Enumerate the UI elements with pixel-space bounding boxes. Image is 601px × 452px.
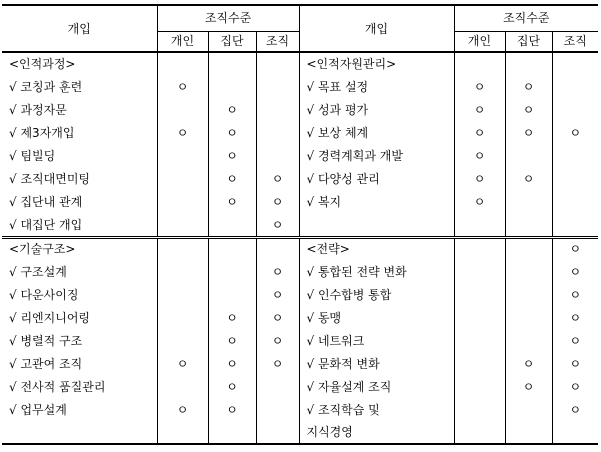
mark-cell-org: ㅇ	[256, 260, 299, 283]
item-label: √ 업무설계	[2, 398, 157, 421]
header-individual-left: 개인	[157, 31, 208, 52]
mark-cell-grp: ㅇ	[505, 75, 552, 98]
mark-cell-org: ㅇ	[256, 283, 299, 306]
mark-cell-grp	[208, 52, 256, 75]
mark-cell-ind: ㅇ	[454, 98, 505, 121]
item-label: √ 다운사이징	[2, 283, 157, 306]
header-org-level-left: 조직수준	[157, 5, 299, 31]
item-label: √ 조직대면미팅	[2, 167, 157, 190]
mark-cell-ind	[157, 260, 208, 283]
mark-cell-ind	[157, 329, 208, 352]
item-label: √ 목표 설정	[299, 75, 454, 98]
mark-cell-grp	[208, 283, 256, 306]
mark-cell-ind	[454, 306, 505, 329]
header-intervention-left: 개입	[2, 5, 157, 52]
mark-cell-ind	[454, 52, 505, 75]
mark-cell-ind	[157, 190, 208, 214]
mark-cell-org: ㅇ	[256, 190, 299, 214]
item-label: √ 통합된 전략 변화	[299, 260, 454, 283]
mark-cell-org: ㅇ	[569, 402, 582, 417]
mark-cell-org: ㅇ	[569, 356, 582, 371]
mark-cell-org	[256, 121, 299, 144]
item-label: √ 코칭과 훈련	[2, 75, 157, 98]
mark-cell-grp: ㅇ	[208, 329, 256, 352]
item-label: √ 제3자개입	[2, 121, 157, 144]
mark-cell-org: ㅇ	[569, 333, 582, 348]
mark-cell-ind	[454, 214, 505, 237]
item-label: √ 경력계획과 개발	[299, 144, 454, 167]
mark-cell-org: ㅇ	[552, 237, 598, 260]
header-org-level-right: 조직수준	[454, 5, 598, 31]
mark-cell-ind	[454, 421, 505, 444]
mark-cell-grp	[505, 190, 552, 214]
header-intervention-right: 개입	[299, 5, 454, 52]
mark-cell-org	[256, 144, 299, 167]
mark-cell-org	[256, 375, 299, 398]
mark-cell-grp: ㅇ	[208, 190, 256, 214]
mark-cell-grp	[505, 214, 552, 237]
mark-cell-grp	[505, 329, 552, 352]
item-label: √ 리엔지니어링	[2, 306, 157, 329]
mark-cell-grp: ㅇ	[208, 352, 256, 375]
section-title: <인적자원관리>	[299, 52, 454, 75]
mark-cell-ind	[454, 375, 505, 398]
item-label: √ 인수합병 통합	[299, 283, 454, 306]
mark-cell-grp: ㅇ	[505, 167, 552, 190]
mark-cell-org	[256, 75, 299, 98]
mark-cell-ind	[157, 167, 208, 190]
item-label: √ 다양성 관리	[299, 167, 454, 190]
header-group-right: 집단	[505, 31, 552, 52]
mark-cell-grp	[505, 237, 552, 260]
mark-cell-ind	[454, 237, 505, 260]
mark-cell-org	[552, 144, 598, 167]
mark-cell-org: ㅇ	[569, 264, 582, 279]
mark-cell-ind: ㅇ	[157, 75, 208, 98]
intervention-level-table	[2, 4, 598, 445]
mark-cell-grp	[505, 283, 552, 306]
mark-cell-ind: ㅇ	[454, 144, 505, 167]
mark-cell-grp	[208, 260, 256, 283]
mark-cell-grp: ㅇ	[208, 306, 256, 329]
mark-cell-org	[552, 214, 598, 237]
mark-cell-org: ㅇ	[256, 214, 299, 237]
mark-cell-org: ㅇ	[256, 352, 299, 375]
mark-cell-grp	[208, 75, 256, 98]
mark-cell-ind	[157, 52, 208, 75]
mark-cell-ind	[454, 398, 505, 421]
item-label: 지식경영	[299, 421, 454, 444]
item-label: √ 성과 평가	[299, 98, 454, 121]
mark-cell-ind	[454, 260, 505, 283]
mark-cell-org: ㅇ	[256, 167, 299, 190]
mark-cell-ind	[157, 421, 208, 444]
mark-cell-grp	[505, 421, 552, 444]
mark-cell-grp: ㅇ	[208, 121, 256, 144]
item-label: √ 문화적 변화	[299, 352, 454, 375]
mark-cell-org: ㅇ	[256, 306, 299, 329]
item-label: √ 네트워크	[299, 329, 454, 352]
mark-cell-ind: ㅇ	[454, 121, 505, 144]
mark-cell-ind	[454, 329, 505, 352]
mark-cell-org: ㅇ	[569, 310, 582, 325]
header-group-left: 집단	[208, 31, 256, 52]
mark-cell-ind: ㅇ	[157, 352, 208, 375]
mark-cell-org: ㅇ	[569, 287, 582, 302]
section-title: <인적과정>	[2, 52, 157, 75]
mark-cell-grp: ㅇ	[208, 98, 256, 121]
mark-cell-grp: ㅇ	[208, 144, 256, 167]
mark-cell-ind: ㅇ	[454, 190, 505, 214]
mark-cell-org	[256, 52, 299, 75]
mark-cell-grp: ㅇ	[505, 98, 552, 121]
mark-cell-ind	[157, 306, 208, 329]
mark-cell-ind	[454, 283, 505, 306]
mark-cell-ind: ㅇ	[454, 75, 505, 98]
mark-cell-ind	[157, 237, 208, 260]
mark-cell-org	[256, 421, 299, 444]
mark-cell-org	[256, 98, 299, 121]
mark-cell-ind	[157, 283, 208, 306]
item-label: √ 병렬적 구조	[2, 329, 157, 352]
item-label: √ 전사적 품질관리	[2, 375, 157, 398]
item-label: √ 고관여 조직	[2, 352, 157, 375]
section-title: <기술구조>	[2, 237, 157, 260]
mark-cell-grp	[505, 398, 552, 421]
header-individual-right: 개인	[454, 31, 505, 52]
mark-cell-org	[552, 75, 598, 98]
mark-cell-grp: ㅇ	[208, 167, 256, 190]
section-title: <전략>	[299, 237, 454, 260]
mark-cell-grp: ㅇ	[505, 121, 552, 144]
mark-cell-ind	[157, 214, 208, 237]
mark-cell-org	[552, 98, 598, 121]
mark-cell-ind	[157, 98, 208, 121]
mark-cell-org	[256, 237, 299, 260]
mark-cell-org: ㅇ	[256, 329, 299, 352]
empty-cell	[299, 214, 454, 237]
mark-cell-ind: ㅇ	[454, 167, 505, 190]
mark-cell-grp	[505, 144, 552, 167]
mark-cell-ind	[157, 144, 208, 167]
mark-cell-org	[552, 190, 598, 214]
item-label: √ 보상 체계	[299, 121, 454, 144]
mark-cell-org	[256, 398, 299, 421]
item-label: √ 집단내 관계	[2, 190, 157, 214]
mark-cell-grp	[505, 260, 552, 283]
header-organization-right: 조직	[552, 31, 598, 52]
mark-cell-grp	[208, 421, 256, 444]
mark-cell-grp	[505, 306, 552, 329]
empty-cell	[2, 421, 157, 444]
mark-cell-grp	[208, 237, 256, 260]
item-label: √ 조직학습 및	[299, 398, 454, 421]
item-label: √ 대집단 개입	[2, 214, 157, 237]
mark-cell-ind: ㅇ	[157, 121, 208, 144]
mark-cell-org: ㅇ	[569, 125, 582, 140]
mark-cell-org: ㅇ	[569, 379, 582, 394]
item-label: √ 복지	[299, 190, 454, 214]
mark-cell-org	[552, 52, 598, 75]
mark-cell-grp: ㅇ	[208, 375, 256, 398]
mark-cell-ind	[454, 352, 505, 375]
header-organization-left: 조직	[256, 31, 299, 52]
mark-cell-org	[552, 167, 598, 190]
mark-cell-grp	[208, 214, 256, 237]
item-label: √ 자율설계 조직	[299, 375, 454, 398]
item-label: √ 팀빌딩	[2, 144, 157, 167]
mark-cell-ind	[157, 375, 208, 398]
mark-cell-grp: ㅇ	[505, 352, 552, 375]
mark-cell-ind: ㅇ	[157, 398, 208, 421]
mark-cell-org	[552, 421, 598, 444]
item-label: √ 동맹	[299, 306, 454, 329]
item-label: √ 과정자문	[2, 98, 157, 121]
item-label: √ 구조설계	[2, 260, 157, 283]
mark-cell-grp: ㅇ	[208, 398, 256, 421]
mark-cell-grp	[505, 52, 552, 75]
mark-cell-grp: ㅇ	[505, 375, 552, 398]
